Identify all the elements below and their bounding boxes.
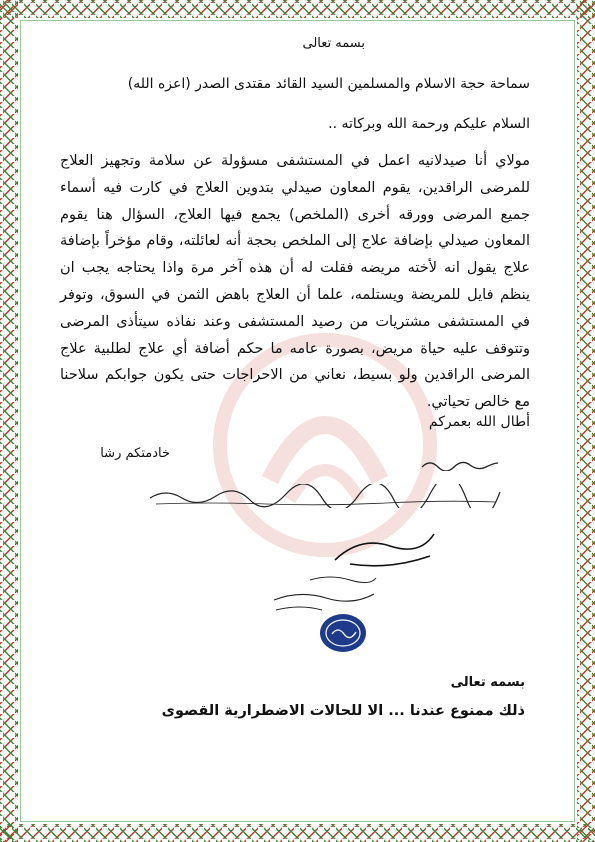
letter-signature: خادمتكم رشا [100, 446, 170, 461]
decorative-border-top [0, 0, 595, 18]
handwritten-basmala [420, 456, 500, 475]
typed-answer-basmala: بسمه تعالى [450, 675, 525, 690]
decorative-border-right [577, 0, 595, 842]
letter-basmala: بسمه تعالى [302, 36, 365, 51]
official-seal [318, 612, 368, 654]
letter-greeting: السلام عليكم ورحمة الله وبركاته .. [328, 116, 530, 132]
decorative-border-left [0, 0, 18, 842]
letter-addressee: سماحة حجة الاسلام والمسلمين السيد القائد مقتدى الصدر (اعزه الله) [127, 76, 530, 92]
letter-body: مولاي أنا صيدلانيه اعمل في المستشفى مسؤولة عن سلامة وتجهيز العلاج للمرضى الراقدين، يقوم المعاون صيدلي بتدوين العلاج في كارت فيه أسماء جميع المرضى وورقه أخرى (الملخص) يجمع فيها العلاج، السؤال هنا يقوم المعاون صيدلي بإضافة علاج إلى الملخص بحجة أنه لعائلته، وقام مؤخراً بإضافة علاج يقول انه لأخته مريضه فقلت له أن هذه آخر مرة واذا يحتاجه يجب ان ينظم فايل للمريضة ويستلمه، علما أن العلاج باهض الثمن في السوق، وتوفر في المستشفى مشتريات من رصيد المستشفى وعند نفاذه سيتأذى المرضى وتتوقف عليه حياة مريض، بصورة عامه ما حكم أضافة أي علاج لطلبية علاج المرضى الراقدين ولو بسيط، نعاني من الاحراجات حتى يكون جوابكم سلاحنا مع خالص تحياتي. [60, 153, 530, 411]
decorative-border-bottom [0, 824, 595, 842]
typed-answer-text: ذلك ممنوع عندنا ... الا للحالات الاضطرارية القصوى [161, 703, 525, 719]
letter-closing: أطال الله بعمركم [428, 414, 530, 430]
handwritten-date [270, 572, 380, 616]
handwritten-signature [330, 526, 440, 572]
handwritten-answer [146, 484, 504, 508]
